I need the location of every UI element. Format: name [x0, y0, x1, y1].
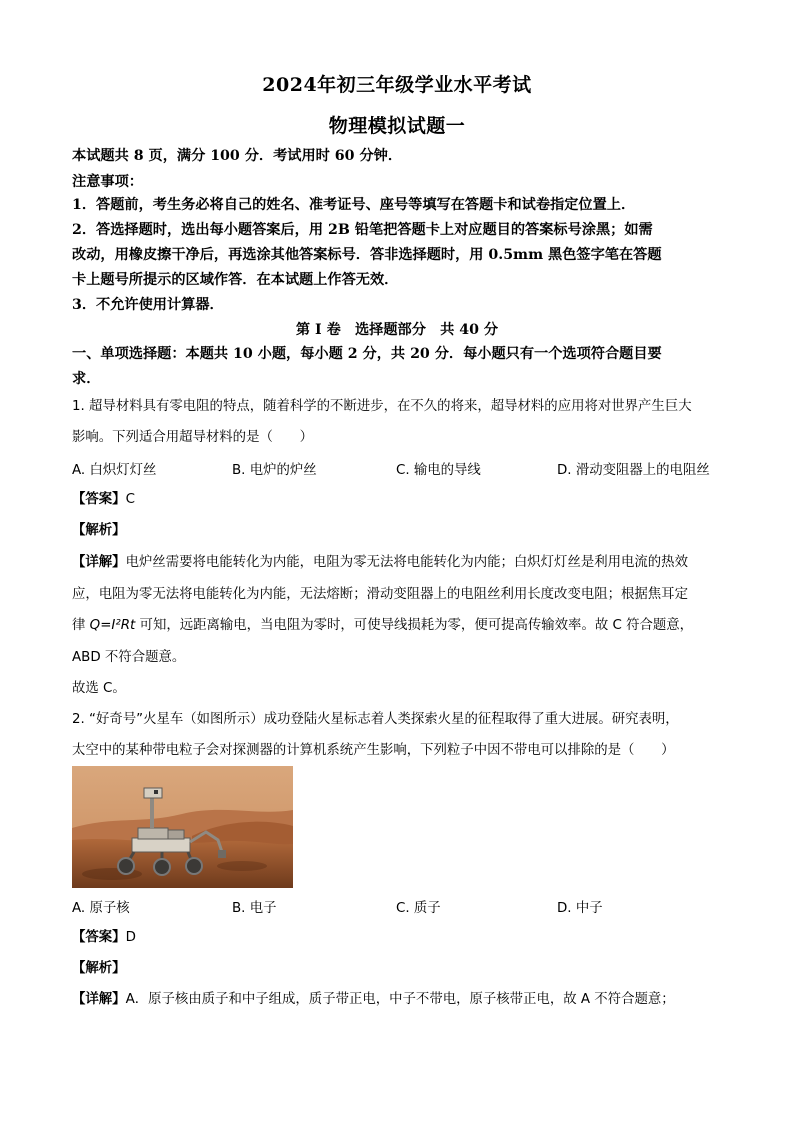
q2-answer	[72, 928, 722, 948]
q1-option-a: A. 白炽灯灯丝	[72, 463, 157, 478]
note-2-line-3: 卡上题号所提示的区域作答．在本试题上作答无效．	[72, 272, 399, 288]
q1-stem-line-1: 1. 超导材料具有零电阻的特点，随着科学的不断进步，在不久的将来，超导材料的应用将对世界产生巨大	[72, 399, 692, 414]
analysis-tag: 【解析】	[72, 961, 126, 976]
q1-detail-line-3	[72, 616, 722, 636]
detail-tag: 【详解】	[72, 992, 126, 1007]
q1-option-c: C. 输电的导线	[396, 463, 481, 478]
note-3: 3．不允许使用计算器．	[72, 297, 224, 313]
note-2-line-2: 改动，用橡皮擦干净后，再选涂其他答案标号．答非选择题时，用 0.5mm 黑色签字笔在答题	[72, 247, 662, 263]
q2-option-a: A. 原子核	[72, 901, 130, 916]
detail-text: A．原子核由质子和中子组成，质子带正电，中子不带电，原子核带正电，故 A 不符合题意；	[125, 992, 675, 1007]
part-instruction-line-2: 求．	[72, 371, 101, 387]
q2-analysis-tag	[72, 959, 722, 979]
q1-option-d: D. 滑动变阻器上的电阻丝	[557, 463, 710, 478]
q2-stem-line-1: 2. “好奇号”火星车（如图所示）成功登陆火星标志着人类探索火星的征程取得了重大进展。研究表明，	[72, 712, 679, 727]
q1-detail-line-2: 应，电阻为零无法将电能转化为内能，无法熔断；滑动变阻器上的电阻丝利用长度改变电阻；根据焦耳定	[72, 587, 688, 602]
joule-formula: Q=I²Rt	[89, 618, 136, 633]
q1-analysis-tag	[72, 521, 722, 541]
q1-conclusion: 故选 C。	[72, 681, 126, 696]
q2-detail-line-1	[72, 990, 722, 1010]
answer-tag: 【答案】	[72, 492, 126, 507]
detail-tag: 【详解】	[72, 555, 126, 570]
q2-stem-line-2: 太空中的某种带电粒子会对探测器的计算机系统产生影响，下列粒子中因不带电可以排除的是（ ）	[72, 743, 675, 758]
q1-answer	[72, 490, 722, 510]
q2-option-b: B. 电子	[232, 901, 277, 916]
answer-tag: 【答案】	[72, 930, 126, 945]
q1-detail-line-4: ABD 不符合题意。	[72, 650, 186, 665]
mars-rover-photo	[72, 766, 293, 888]
exam-title: 2024年初三年级学业水平考试	[262, 74, 532, 96]
detail-text: 电炉丝需要将电能转化为内能，电阻为零无法将电能转化为内能；白炽灯灯丝是利用电流的热效	[125, 555, 688, 570]
q1-stem-line-2: 影响。下列适合用超导材料的是（ ）	[72, 430, 314, 445]
analysis-tag: 【解析】	[72, 523, 126, 538]
note-1: 1．答题前，考生务必将自己的姓名、准考证号、座号等填写在答题卡和试卷指定位置上．	[72, 197, 636, 213]
answer-value: C	[125, 492, 135, 507]
notes-heading: 注意事项：	[72, 174, 143, 190]
part-instruction-line-1: 一、单项选择题：本题共 10 小题，每小题 2 分，共 20 分．每小题只有一个选项符合题目要	[72, 346, 662, 362]
exam-info: 本试题共 8 页，满分 100 分．考试用时 60 分钟．	[72, 148, 403, 164]
section-title: 第 I 卷 选择题部分 共 40 分	[295, 322, 499, 338]
exam-subtitle: 物理模拟试题一	[328, 115, 466, 137]
q1-option-b: B. 电炉的炉丝	[232, 463, 317, 478]
note-2-line-1: 2．答选择题时，选出每小题答案后，用 2B 铅笔把答题卡上对应题目的答案标号涂黑；如需	[72, 222, 653, 238]
q2-option-c: C. 质子	[396, 901, 441, 916]
q1-detail-line-1	[72, 553, 722, 573]
answer-value: D	[125, 930, 136, 945]
q2-option-d: D. 中子	[557, 901, 603, 916]
detail-pre: 律	[72, 618, 90, 633]
detail-post: 可知，远距离输电，当电阻为零时，可使导线损耗为零，便可提高传输效率。故 C 符合题意，	[135, 618, 694, 633]
